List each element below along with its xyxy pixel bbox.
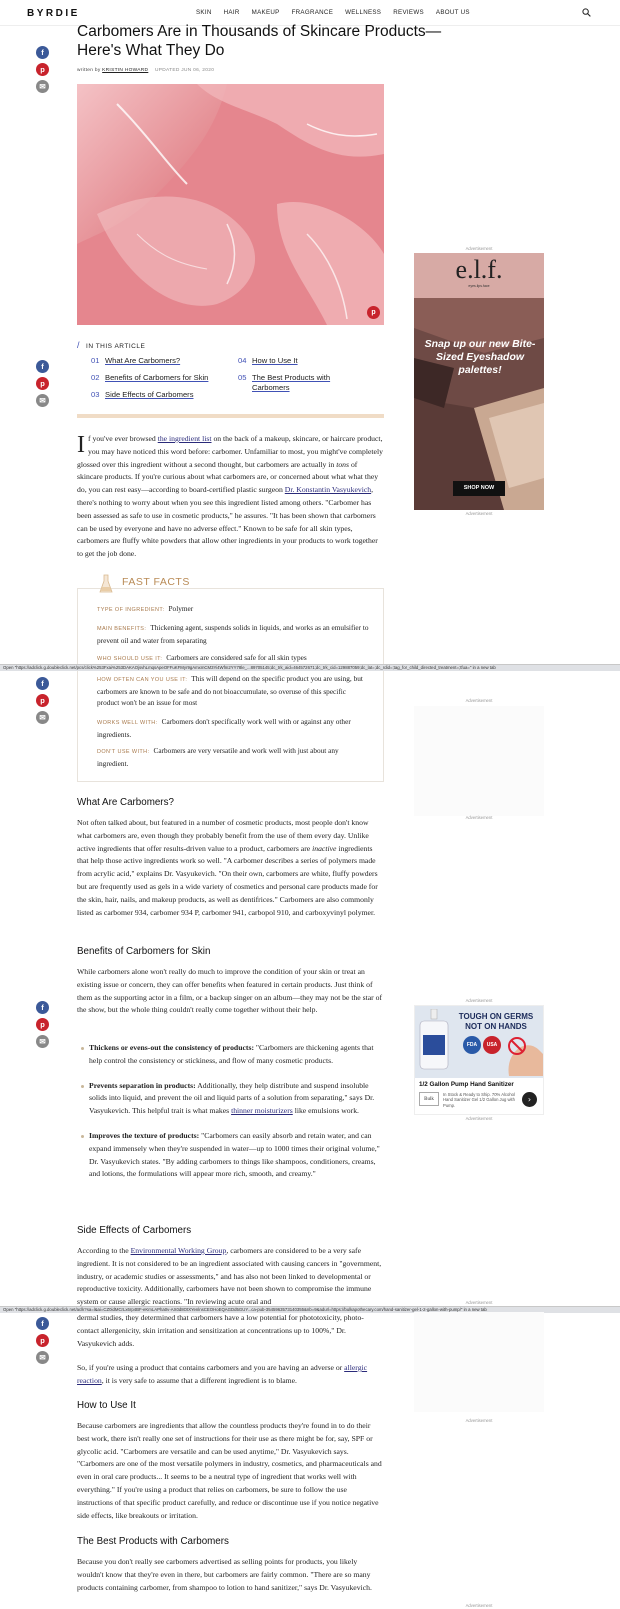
paragraph: While carbomers alone won't really do much to improve the condition of your skin or treat an existing issue or concern, they can offer benefits when featured in certain products. Just think of them as the supporting actor in a film, or a backup singer on an album—they may not be the star of the show, but the whole thing couldn't really come together without their help. — [77, 967, 383, 1015]
toc-item[interactable] — [91, 356, 180, 366]
paragraph: Because carbomers are ingredients that allow the countless products they're found in to do their best work, there isn't really one set of instructions for their use as there might be for, say, SPF or glycolic acid. "Carbomers are versatile and can be used anytime," Dr. Vasyukevich says. "Carbomers are one of the most versatile polymers in industry, cosmetics, and pharmaceuticals and even in oral care products... It seems to be a neutral type of ingredient that works well with everything." If you're using a product that relies on carbomers, be sure to follow the use instructions of that specific product carefully, and reduce or discontinue use if you notice negative side effects, like breakouts or irritation. — [77, 1421, 382, 1520]
fact-value: Polymer — [168, 604, 194, 613]
nav-item-wellness[interactable]: WELLNESS — [345, 9, 382, 16]
site-logo[interactable]: BYRDIE — [27, 8, 80, 19]
elf-ad[interactable] — [414, 253, 544, 510]
sanitizer-headline: TOUGH ON GERMS NOT ON HANDS — [458, 1012, 534, 1031]
email-share-icon[interactable]: ✉ — [36, 1351, 49, 1364]
sanitizer-product-name[interactable]: 1/2 Gallon Pump Hand Sanitizer — [419, 1081, 514, 1088]
hero-image — [77, 84, 384, 325]
email-share-icon[interactable]: ✉ — [36, 80, 49, 93]
pinterest-save-icon[interactable]: p — [367, 306, 380, 319]
paragraph — [77, 1245, 384, 1309]
list-item — [77, 1130, 384, 1181]
fact-key: WORKS WELL WITH: — [97, 720, 158, 726]
nav-item-makeup[interactable]: MAKEUP — [251, 9, 280, 16]
fact-key: WHO SHOULD USE IT: — [97, 656, 163, 662]
moisturizers-link[interactable]: thinner moisturizers — [231, 1106, 293, 1116]
fact-value: Carbomers are very versatile and work well with just about any ingredient. — [97, 746, 339, 769]
main-nav — [196, 9, 470, 16]
fact-row — [97, 622, 369, 646]
text: "Carbomers are thickening agents that help control the consistency or stickiness, and flow of many cosmetic products. — [89, 1043, 374, 1065]
toc-num: 03 — [91, 390, 100, 399]
share-rail — [36, 1001, 50, 1052]
toc-num: 01 — [91, 356, 100, 365]
toc-item[interactable] — [238, 356, 298, 366]
toc-item[interactable] — [238, 373, 358, 393]
shop-now-button[interactable]: SHOP NOW — [453, 481, 505, 496]
fact-value: Carbomers don't specifically work well with or against any other ingredients. — [97, 717, 351, 740]
text: on the back of a makeup, skincare, or haircare product, you may have noticed this word before: carbomer. Unfamiliar to most, you might've completely glossed over this ingredient without a second thought, but carbomers are actually in — [77, 434, 383, 469]
share-rail — [36, 360, 50, 411]
fact-row — [97, 745, 369, 769]
email-share-icon[interactable]: ✉ — [36, 711, 49, 724]
text: of skincare products. If you're curious about what carbomers are, or concerned about what what they do, you can rest easy—according to board-certified plastic surgeon — [77, 459, 379, 495]
ad-label: Advertisement — [465, 998, 493, 1003]
nav-item-fragrance[interactable]: FRAGRANCE — [291, 9, 334, 16]
ad-slot — [414, 1312, 544, 1412]
ad-label: Advertisement — [465, 511, 493, 516]
fact-key: MAIN BENEFITS: — [97, 626, 147, 632]
fact-value: This will depend on the specific product you are using, but carbomers are known to be safe and do not bioaccumulate, so overuse of this specific product won't be an issue for most — [97, 674, 363, 708]
fact-row — [97, 603, 369, 616]
ad-slot — [414, 706, 544, 816]
allergic-reaction-link[interactable]: allergic reaction — [77, 1363, 368, 1385]
nav-item-skin[interactable]: SKIN — [196, 9, 212, 16]
byline-prefix: written by — [77, 68, 101, 73]
nav-item-reviews[interactable]: REVIEWS — [393, 9, 424, 16]
toc-num: 05 — [238, 373, 247, 382]
sanitizer-ad[interactable] — [414, 1005, 544, 1115]
eyeshadow-texture-image — [414, 298, 544, 510]
share-rail — [36, 46, 50, 97]
paragraph: Because you don't really see carbomers advertised as selling points for products, you likely wouldn't know that they're even in there, but carbomers are fairly common. "There are so many products containing carbomer, from shampoo to lotion to hand sanitizer," says Dr. Vasyukevich. — [77, 1557, 372, 1592]
ad-label: Advertisement — [465, 698, 493, 703]
pinterest-share-icon[interactable]: p — [36, 1334, 49, 1347]
share-rail — [36, 677, 50, 728]
toc-link[interactable]: The Best Products with Carbomers — [252, 373, 331, 392]
list-item — [77, 1042, 384, 1068]
elf-tagline: eyes.lips.face — [468, 284, 490, 288]
text: Prevents separation in products: — [89, 1080, 196, 1090]
nav-item-about[interactable]: ABOUT US — [435, 9, 470, 16]
facebook-share-icon[interactable]: f — [36, 677, 49, 690]
ad-label: Advertisement — [465, 1603, 493, 1608]
text: , it is very safe to assume that a different ingredient is to blame. — [101, 1375, 297, 1385]
nav-item-hair[interactable]: HAIR — [223, 9, 240, 16]
usa-badge: USA — [483, 1036, 501, 1054]
hand-image — [503, 1034, 543, 1076]
author-link[interactable]: KRISTIN HOWARD — [102, 68, 149, 73]
gel-texture-image — [77, 84, 384, 325]
fact-row — [97, 673, 369, 709]
sanitizer-detail: In Stock & Ready to Ship. 70% Alcohol Hand Sanitizer Gel 1/2 Gallon Jug with Pump. — [443, 1092, 515, 1108]
sanitizer-jug-image — [417, 1009, 451, 1071]
ad-label: Advertisement — [465, 1418, 493, 1423]
byline — [77, 68, 214, 73]
text: Thickens or evens-out the consistency of products: — [89, 1043, 254, 1052]
toc-heading — [77, 340, 145, 350]
slash-icon: / — [77, 340, 81, 350]
toc-link[interactable]: Benefits of Carbomers for Skin — [105, 373, 209, 382]
toc-link[interactable]: Side Effects of Carbomers — [105, 390, 194, 399]
fact-row — [97, 716, 369, 740]
elf-logo-area — [414, 253, 544, 298]
text: "Carbomers can easily absorb and retain water, and can expand immensely when they're suspended in water—up to 1000 times their original volume," Dr. Vasyukevich states. "By adding carbomers to things like shampoos, conditioners, creams, and lotions, the formulations will appear more rich, smooth, and creamy." — [89, 1130, 380, 1179]
text: Additionally, they help distribute and suspend insoluble solids into liquid, and prevent the oil and liquid parts of a solution from separating," says Dr. Vasyukevich. This helpful trait is what makes — [89, 1080, 375, 1116]
toc-num: 04 — [238, 356, 247, 365]
article-title: Carbomers Are in Thousands of Skincare Products—Here's What They Do — [77, 23, 442, 59]
doctor-link[interactable]: Dr. Konstantin Vasyukevich — [284, 485, 372, 495]
toc-divider — [77, 414, 384, 418]
dropcap: I — [77, 432, 85, 458]
facebook-share-icon[interactable]: f — [36, 360, 49, 373]
toc-link[interactable]: What Are Carbomers? — [105, 356, 181, 365]
paragraph — [77, 817, 384, 919]
section-heading: Benefits of Carbomers for Skin — [77, 946, 211, 957]
intro-paragraph — [77, 433, 384, 561]
text: f you've ever browsed — [88, 434, 158, 443]
text: tons — [336, 459, 350, 469]
facebook-share-icon[interactable]: f — [36, 1001, 49, 1014]
facebook-share-icon[interactable]: f — [36, 1317, 49, 1330]
elf-headline: Snap up our new Bite-Sized Eyeshadow palettes! — [424, 338, 536, 376]
paragraph — [77, 1362, 384, 1388]
email-share-icon[interactable]: ✉ — [36, 1035, 49, 1048]
section-heading: Side Effects of Carbomers — [77, 1225, 192, 1236]
share-rail — [36, 1317, 50, 1368]
text: like emulsions work. — [292, 1106, 359, 1116]
section-heading: The Best Products with Carbomers — [77, 1536, 229, 1547]
pinterest-share-icon[interactable]: p — [36, 377, 49, 390]
fact-key: HOW OFTEN CAN YOU USE IT: — [97, 677, 188, 683]
text: , carbomers are considered to be a very safe ingredient. It is not considered to be an ingredient associated with causing cancers in "government, industry, or academic studies or assessments," and has also not been linked to developmental or reproductive toxicity. Additionally, carbomers have not been shown to compromise the immune system or cause allergic reactions. "In reviewing acute oral and — [77, 1246, 382, 1307]
text: Not often talked about, but featured in a number of cosmetic products, most people don't know what carbomers are, even though they probably benefit from the use of them every day. Unlike active ingredients that offer results-driven value to a product, carbomers are — [77, 818, 369, 853]
fact-key: TYPE OF INGREDIENT: — [97, 607, 165, 613]
ewg-link[interactable]: Environmental Working Group — [130, 1246, 227, 1255]
search-icon[interactable] — [582, 8, 591, 17]
fact-value: Carbomers are considered safe for all skin types — [166, 653, 307, 662]
paragraph: dermal studies, they determined that carbomers have a low potential for phototoxicity, photo-contact allergenicity, skin irritation and sensitization at concentrations up to 100%," Dr. Vasyukevich adds. — [77, 1313, 364, 1348]
ad-label: Advertisement — [465, 246, 493, 251]
fact-value: Thickening agent, suspends solids in liquids, and works as an emulsifier to prevent oil and water from separating — [97, 623, 369, 646]
toc-item[interactable] — [91, 373, 208, 383]
pinterest-share-icon[interactable]: p — [36, 1018, 49, 1031]
ad-label: Advertisement — [465, 815, 493, 820]
section-heading: What Are Carbomers? — [77, 797, 174, 808]
pinterest-share-icon[interactable]: p — [36, 694, 49, 707]
ad-label: Advertisement — [465, 1116, 493, 1121]
text: ingredients that help those active ingredients work so well. "A carbomer describes a series of polymers made from acrylic acid," explains Dr. Vasyukevich. "On their own, carbomers are white, fluffy powders but are frequently used as gels in a wide variety of cosmetics and personal care products made for the skin, hair, nails, and makeup products, as well as dentifrices." Carbomers are also commonly listed as carbomer 934, carbomer 934 P, carbomer 941, carbopol 910, and carboxyvinyl polymer. — [77, 843, 378, 917]
text: , there's nothing to worry about when you see this ingredient listed among others. "Carbomer has been assessed as safe to use in cosmetic products," he assures. "It has been shown that carbomers can be used by everyone and have no adverse effect." Known to be safe for all skin types, carbomers are fluffy white powders that allow other ingredients in your products to work together to get the job done. — [77, 485, 378, 559]
flask-icon — [99, 574, 113, 594]
benefits-list — [77, 1042, 384, 1193]
fast-facts-title: FAST FACTS — [119, 576, 193, 588]
toc-heading-text: IN THIS ARTICLE — [86, 343, 146, 350]
section-heading: How to Use It — [77, 1400, 136, 1411]
text: inactive — [312, 843, 337, 853]
chevron-right-icon[interactable]: › — [522, 1092, 537, 1107]
fact-key: DON'T USE WITH: — [97, 749, 150, 755]
fda-badge: FDA — [463, 1036, 481, 1054]
text: According to the — [77, 1246, 131, 1255]
link-status-bar: Open "https://adclick.g.doubleclick.net/aclk?sa=l&ai=CZ0idMCrLx6rp4BF-eKmLAPha0v-AX0d8OtXYenlnsCEOHoEQAGDd5GUY...ca-pub-3545963573140355&nb=9&adurl=https://bulkapothecary.com/hand-sanitizer-gel-1-2-gallon-with-pump/" in a new tab — [0, 1306, 620, 1313]
toc-item[interactable] — [91, 390, 194, 400]
text: So, if you're using a product that contains carbomers and you are having an adverse or — [77, 1363, 345, 1372]
toc-num: 02 — [91, 373, 100, 382]
text: Improves the texture of products: — [89, 1130, 200, 1140]
email-share-icon[interactable]: ✉ — [36, 394, 49, 407]
ad-label: Advertisement — [465, 1300, 493, 1305]
elf-logo: e.l.f. — [455, 255, 503, 284]
facebook-share-icon[interactable]: f — [36, 46, 49, 59]
pinterest-share-icon[interactable]: p — [36, 63, 49, 76]
toc-link[interactable]: How to Use It — [252, 356, 298, 365]
bulk-logo: Bulk — [419, 1092, 439, 1106]
updated-date: UPDATED JUN 06, 2020 — [154, 68, 215, 73]
ingredient-list-link[interactable]: the ingredient list — [157, 434, 212, 443]
list-item — [77, 1080, 384, 1118]
link-status-bar: Open "https://adclick.g.doubleclick.net/pcs/click%253Fxai%253DAKAOjsvhLmqsApeOFFuKFMyr9gAmxmCM3Yi4Wfm2YY78le_...89705145;dc_trk_aid=464572671;dc_trk_cid=129887059;dc_lat=;dc_rdid=;tag_for_child_directed_treatment=;tfua=" in a new tab — [0, 664, 620, 671]
